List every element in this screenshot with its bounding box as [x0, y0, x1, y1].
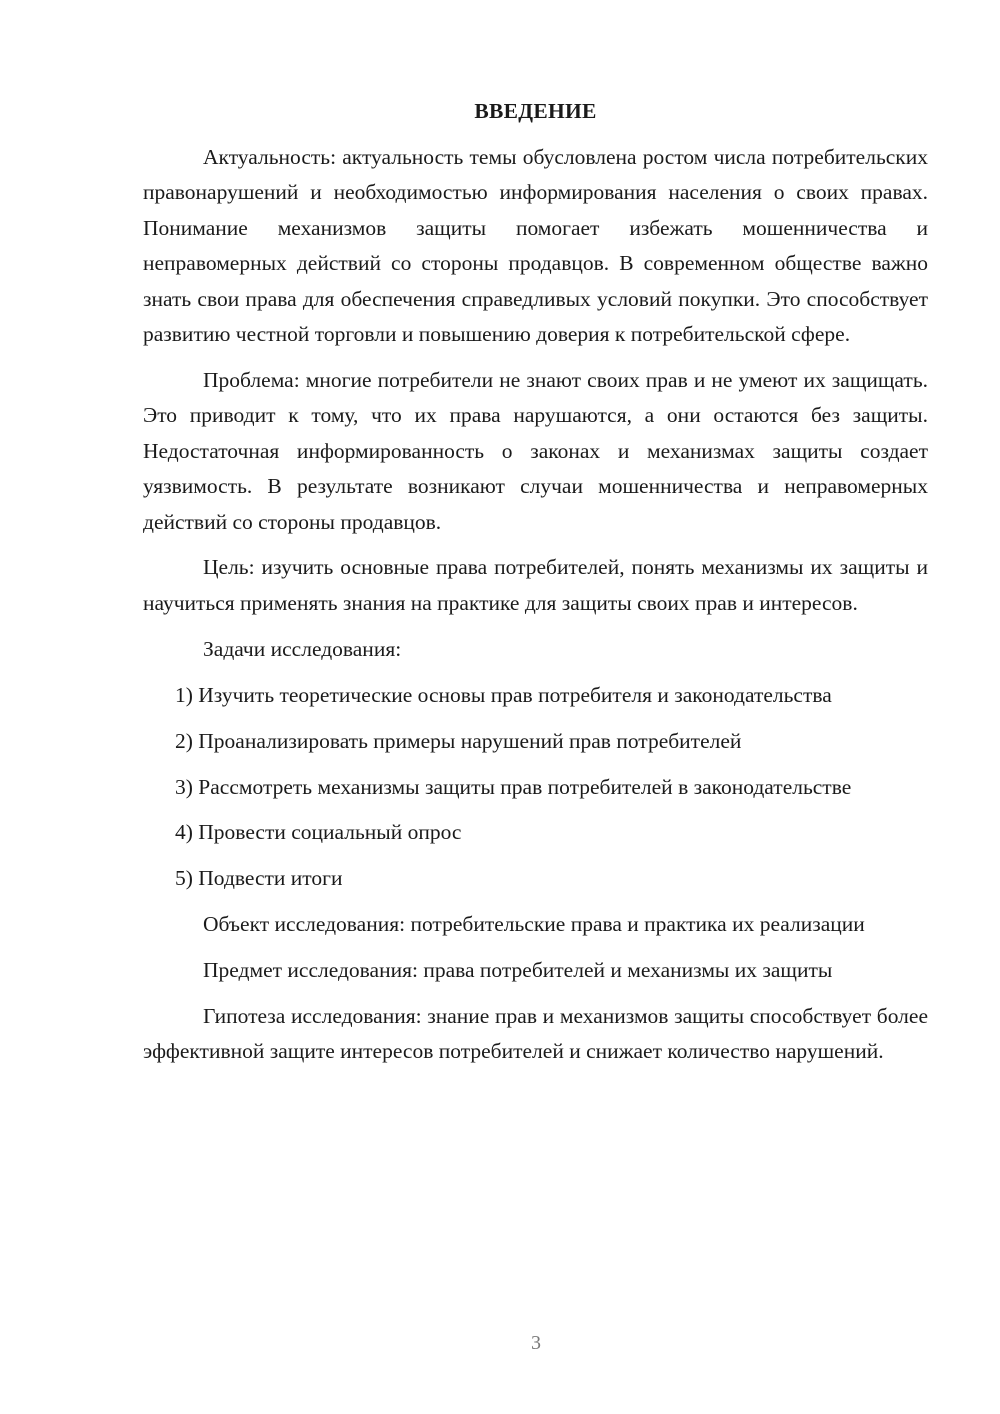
page-content — [143, 96, 928, 1080]
paragraph-object: Объект исследования: потребительские права и практика их реализации — [203, 912, 865, 937]
task-item-5: 5) Подвести итоги — [175, 866, 343, 891]
task-item-3: 3) Рассмотреть механизмы защиты прав потребителей в законодательстве — [175, 774, 852, 799]
paragraph-problem: Проблема: многие потребители не знают своих прав и не умеют их защищать. Это приводит к тому, что их права нарушаются, а они остаются без защиты. Недостаточная информированность о законах и механизмах защиты создает уязвимость. В результате возникают случаи мошенничества и неправомерных действий со стороны продавцов. — [143, 367, 928, 534]
paragraph-hypothesis: Гипотеза исследования: знание прав и механизмов защиты способствует более эффективной защите интересов потребителей и снижает количество нарушений. — [143, 1004, 928, 1064]
task-item-2: 2) Проанализировать примеры нарушений прав потребителей — [175, 728, 742, 753]
page-number: 3 — [531, 1332, 541, 1354]
page-title: ВВЕДЕНИЕ — [474, 99, 597, 123]
paragraph-subject: Предмет исследования: права потребителей и механизмы их защиты — [203, 958, 833, 983]
paragraph-goal: Цель: изучить основные права потребителей, понять механизмы их защиты и научиться применять знания на практике для защиты своих прав и интересов. — [143, 555, 928, 615]
task-item-4: 4) Провести социальный опрос — [175, 820, 462, 845]
task-item-1: 1) Изучить теоретические основы прав потребителя и законодательства — [175, 682, 832, 707]
paragraph-relevance: Актуальность: актуальность темы обусловлена ростом числа потребительских правонарушений и необходимостью информирования населения о своих правах. Понимание механизмов защиты помогает избежать мошенничества и неправомерных действий со стороны продавцов. В современном обществе важно знать свои права для обеспечения справедливых условий покупки. Это способствует развитию честной торговли и повышению доверия к потребительской сфере. — [143, 145, 928, 347]
tasks-heading: Задачи исследования: — [203, 636, 402, 661]
